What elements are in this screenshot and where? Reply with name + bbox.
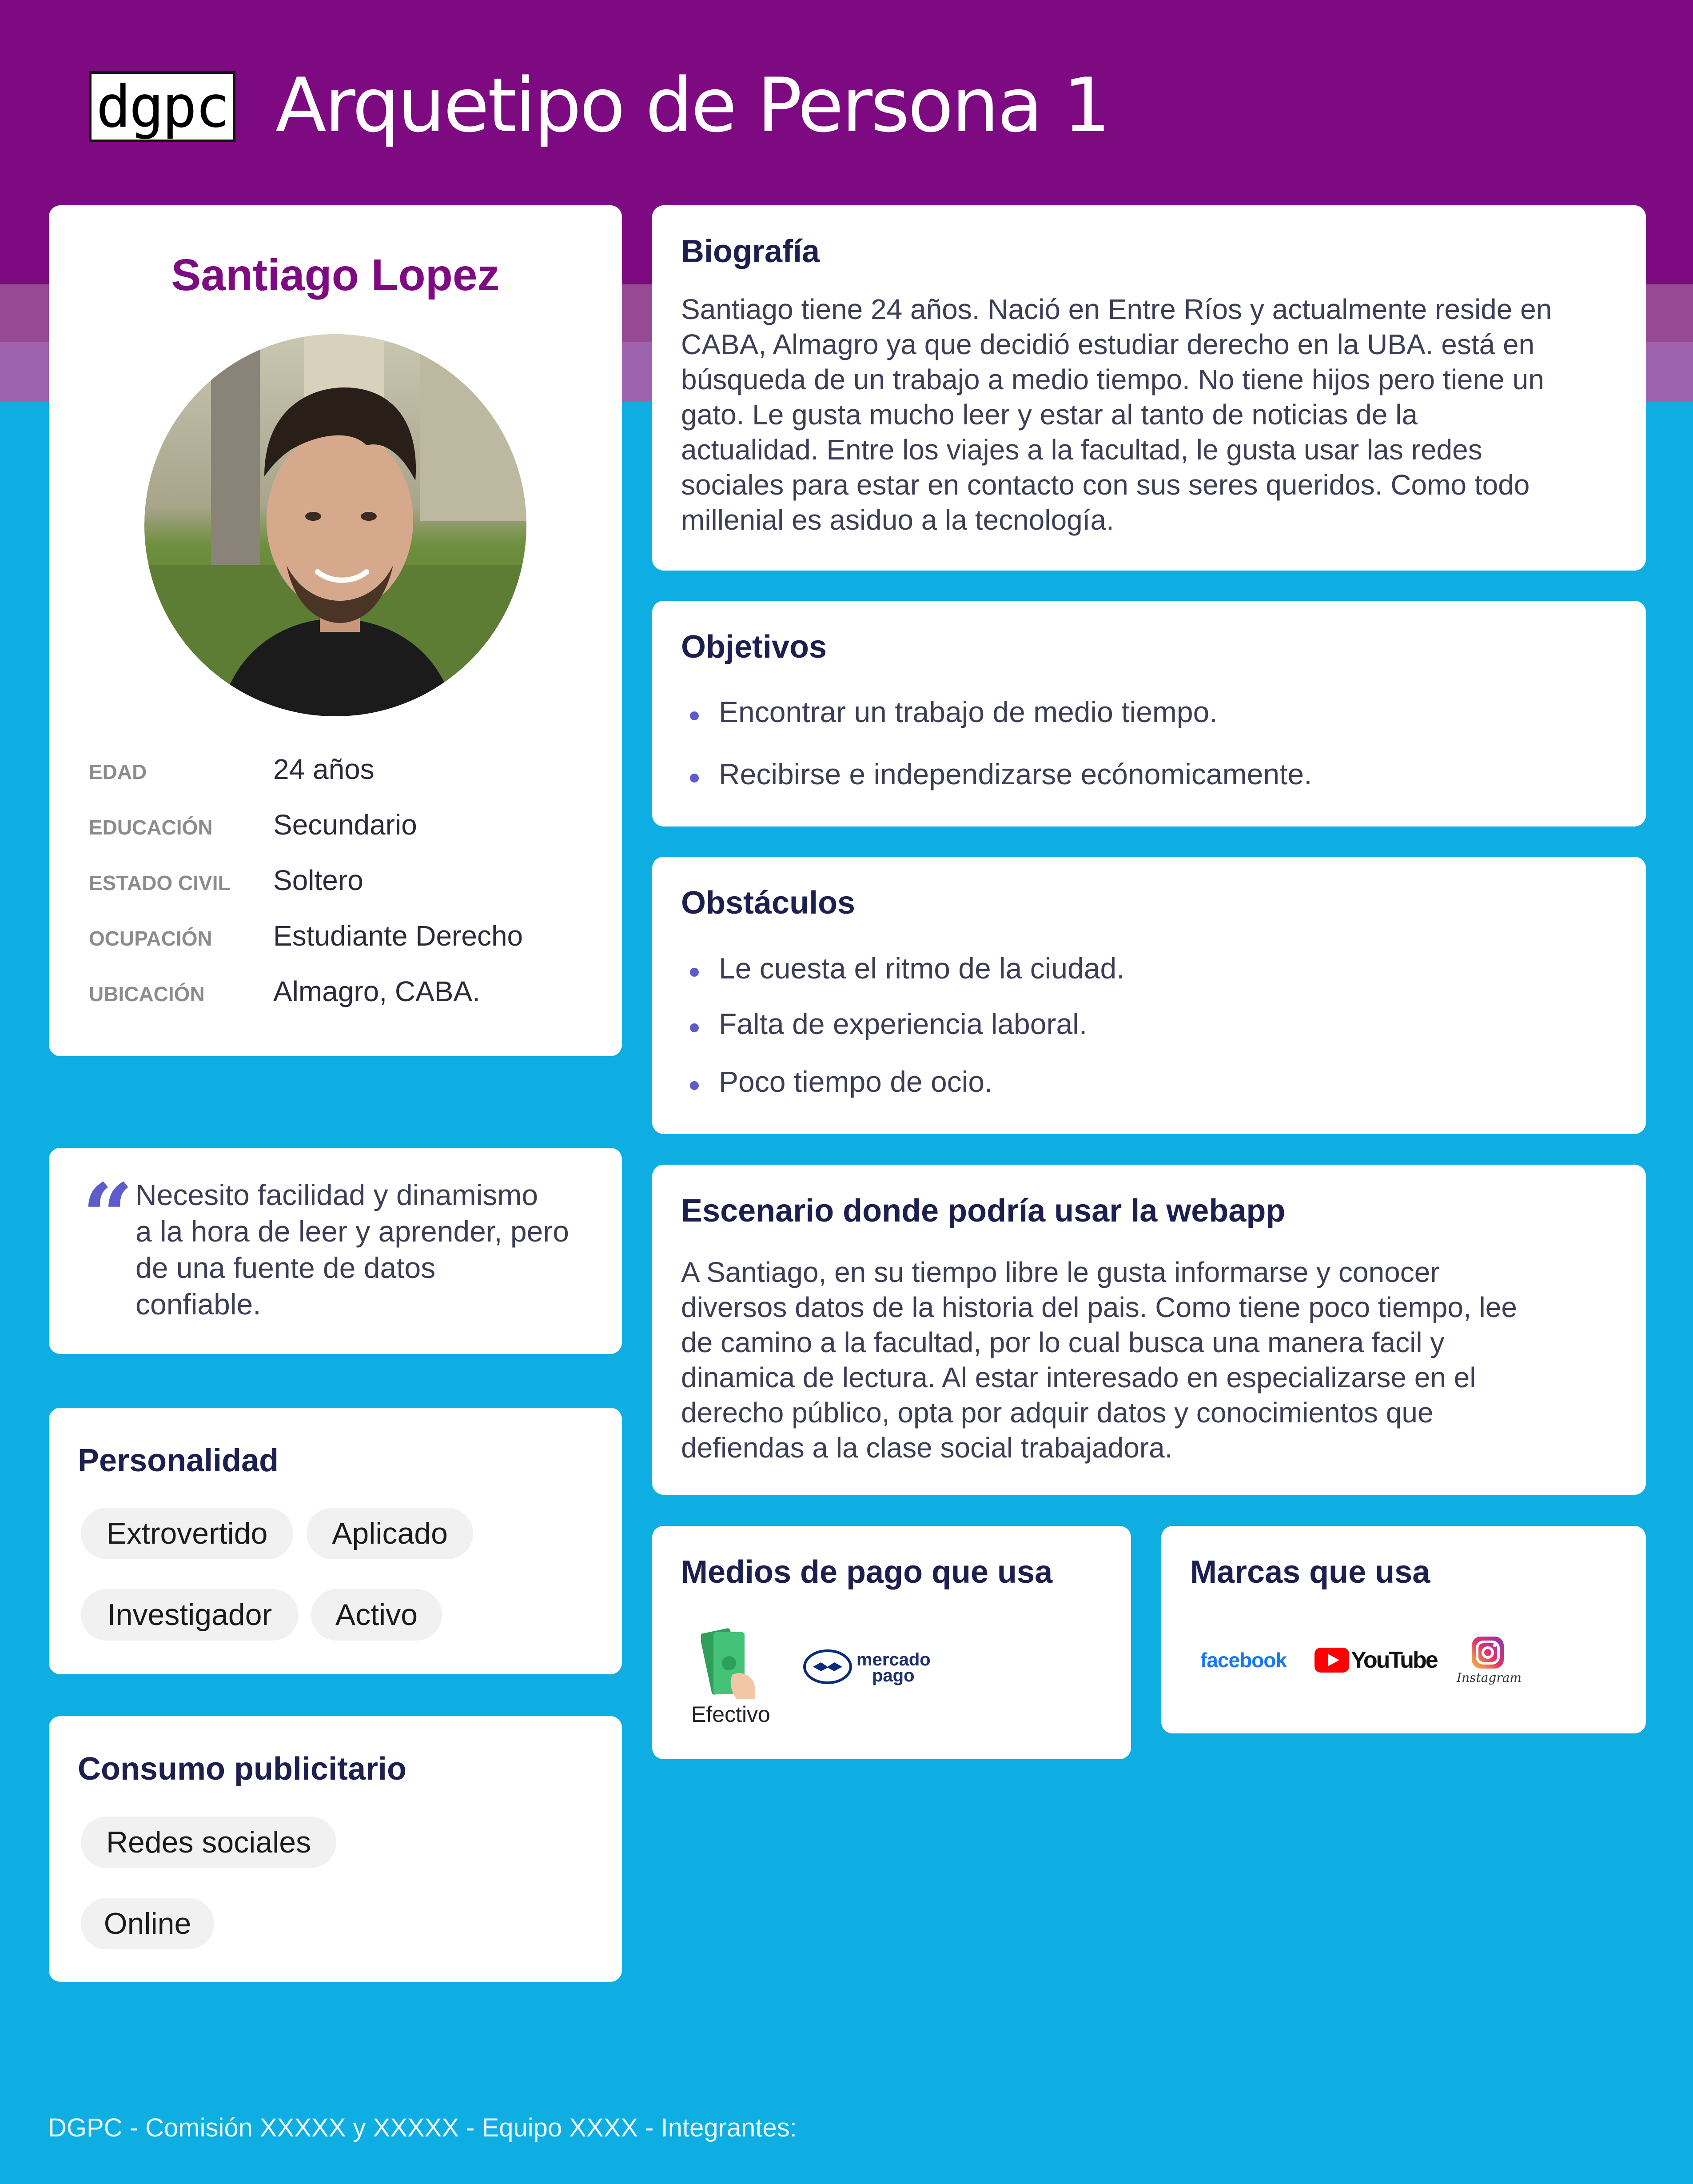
obstacle-item: Le cuesta el ritmo de la ciudad. <box>719 952 1125 985</box>
advertising-card <box>49 1716 622 1982</box>
instagram-icon <box>1470 1635 1506 1670</box>
personality-title: Personalidad <box>78 1443 279 1478</box>
biography-line: sociales para estar en contacto con sus seres queridos. Como todo <box>681 469 1530 501</box>
attr-value-edad: 24 años <box>273 753 374 785</box>
scenario-line: derecho público, opta por adquir datos y conocimientos que <box>681 1397 1434 1429</box>
scenario-line: dinamica de lectura. Al estar interesado en especializarse en el <box>681 1362 1476 1393</box>
quote-icon: “ <box>82 1164 134 1269</box>
persona-name: Santiago Lopez <box>171 250 500 300</box>
mercadopago-logo <box>803 1649 945 1689</box>
scenario-line: diversos datos de la historia del pais. Como tiene poco tiempo, lee <box>681 1291 1517 1323</box>
page-title: Arquetipo de Persona 1 <box>275 62 1109 149</box>
youtube-play-icon <box>1315 1648 1349 1673</box>
attr-value-ocupacion: Estudiante Derecho <box>273 920 523 952</box>
attr-label-educacion: EDUCACIÓN <box>89 816 213 839</box>
biography-line: millenial es asiduo a la tecnología. <box>681 504 1114 536</box>
profile-card <box>49 205 622 1056</box>
instagram-logo <box>1457 1635 1522 1685</box>
bullet-icon <box>690 1081 699 1090</box>
attr-value-estado-civil: Soltero <box>273 864 363 896</box>
bullet-icon <box>690 1023 699 1032</box>
brands-card <box>1161 1526 1646 1733</box>
bullet-icon <box>690 711 699 720</box>
facebook-logo: facebook <box>1200 1649 1287 1672</box>
scenario-line: defiendas a la clase social trabajadora. <box>681 1432 1173 1464</box>
goals-card <box>652 601 1646 826</box>
attr-label-ocupacion: OCUPACIÓN <box>89 927 212 950</box>
mercadopago-line2: pago <box>872 1666 915 1685</box>
attr-value-educacion: Secundario <box>273 809 417 841</box>
avatar <box>144 334 526 716</box>
biography-line: actualidad. Entre los viajes a la facultad, le gusta usar las redes <box>681 434 1482 466</box>
quote-card <box>49 1148 622 1354</box>
trait-chip: Aplicado <box>307 1508 473 1559</box>
trait-chip: Extrovertido <box>81 1508 293 1559</box>
scenario-title: Escenario donde podría usar la webapp <box>681 1193 1286 1229</box>
biography-card <box>652 205 1646 571</box>
goal-item: Encontrar un trabajo de medio tiempo. <box>719 695 1218 728</box>
biography-line: búsqueda de un trabajo a medio tiempo. No tiene hijos pero tiene un <box>681 363 1544 395</box>
attr-label-edad: EDAD <box>89 760 147 783</box>
advertising-title: Consumo publicitario <box>78 1751 407 1787</box>
trait-chip: Investigador <box>81 1589 299 1641</box>
instagram-label: Instagram <box>1457 1670 1522 1685</box>
obstacle-item: Poco tiempo de ocio. <box>719 1065 993 1098</box>
obstacle-item: Falta de experiencia laboral. <box>719 1007 1088 1040</box>
goal-item: Recibirse e independizarse ecónomicamente. <box>719 758 1312 791</box>
scenario-line: de camino a la facultad, por lo cual busca una manera facil y <box>681 1326 1445 1358</box>
brands-title: Marcas que usa <box>1190 1554 1430 1590</box>
scenario-line: A Santiago, en su tiempo libre le gusta informarse y conocer <box>681 1256 1440 1288</box>
biography-line: gato. Le gusta mucho leer y estar al tanto de noticias de la <box>681 399 1418 431</box>
attr-label-estado-civil: ESTADO CIVIL <box>89 871 231 894</box>
quote-line: Necesito facilidad y dinamismo <box>135 1178 538 1211</box>
quote-text <box>135 1177 602 1322</box>
logo-text: dgpc <box>96 73 228 140</box>
bullet-icon <box>690 968 699 977</box>
quote-line: de una fuente de datos <box>135 1251 436 1284</box>
goals-title: Objetivos <box>681 629 827 665</box>
biography-line: Santiago tiene 24 años. Nació en Entre Ríos y actualmente reside en <box>681 293 1552 325</box>
trait-chip: Activo <box>311 1589 442 1641</box>
cash-label: Efectivo <box>691 1702 770 1727</box>
obstacles-title: Obstáculos <box>681 885 856 921</box>
personality-card <box>49 1408 622 1674</box>
mercadopago-line1: mercado <box>856 1650 931 1669</box>
bullet-icon <box>690 774 699 783</box>
channel-chip: Online <box>81 1898 214 1949</box>
biography-title: Biografía <box>681 234 820 269</box>
youtube-logo <box>1315 1647 1437 1673</box>
biography-text <box>681 292 1623 538</box>
biography-line: CABA, Almagro ya que decidió estudiar derecho en la UBA. está en <box>681 328 1535 360</box>
avatar-photo <box>144 334 526 716</box>
footer-text: DGPC - Comisión XXXXX y XXXXX - Equipo XXXX - Integrantes: <box>48 2113 797 2142</box>
scenario-text <box>681 1255 1623 1465</box>
youtube-label: YouTube <box>1351 1647 1437 1673</box>
quote-line: a la hora de leer y aprender, pero <box>135 1215 569 1248</box>
scenario-card <box>652 1165 1646 1495</box>
channel-chip: Redes sociales <box>81 1817 336 1868</box>
obstacles-card <box>652 857 1646 1134</box>
attr-value-ubicacion: Almagro, CABA. <box>273 975 480 1007</box>
cash-icon <box>701 1626 759 1699</box>
quote-line: confiable. <box>135 1288 261 1321</box>
payments-title: Medios de pago que usa <box>681 1554 1053 1590</box>
logo <box>89 71 235 142</box>
payments-card <box>652 1526 1131 1759</box>
attr-label-ubicacion: UBICACIÓN <box>89 982 205 1006</box>
